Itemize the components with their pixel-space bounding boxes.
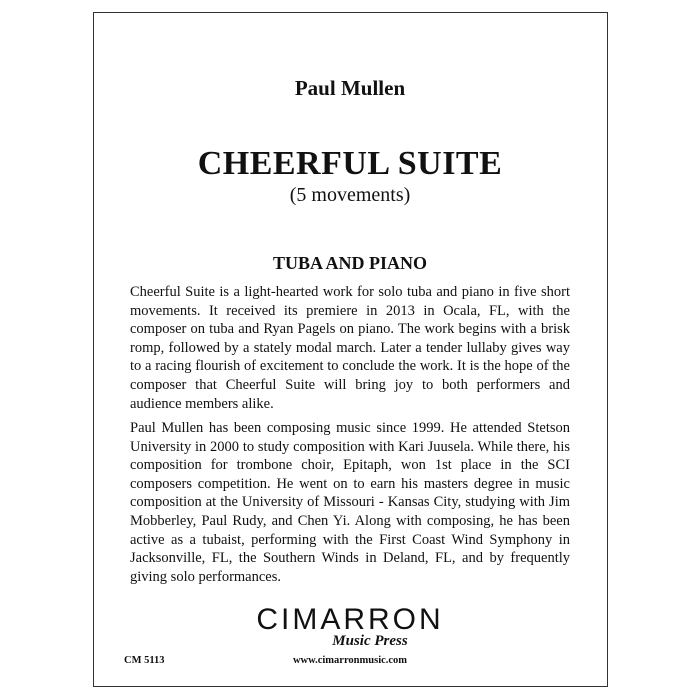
publisher-logo-subtitle: Music Press — [332, 633, 408, 649]
piece-title: CHEERFUL SUITE — [197, 145, 503, 182]
piece-subtitle: (5 movements) — [289, 184, 411, 206]
publisher-logo-name: CIMARRON — [256, 603, 444, 636]
catalog-number: CM 5113 — [124, 655, 165, 666]
instrumentation-heading: TUBA AND PIANO — [272, 253, 428, 273]
composer-name: Paul Mullen — [294, 76, 406, 100]
publisher-logo — [0, 603, 700, 649]
biography-paragraph: Paul Mullen has been composing music since 1999. He attended Stetson University in 2000 to study composition with Kari Juusela. While there, his composition for trombone choir, Epitaph, won 1st place in the SCI composers competition. He went on to earn his masters degree in music composition at the University of Missouri - Kansas City, studying with Jim Mobberley, Paul Rudy, and Chen Yi. Along with composing, he has been active as a tubaist, performing with the First Coast Wind Symphony in Jacksonville, FL, the Southern Winds in Deland, FL, and by frequently giving solo performances. — [130, 420, 570, 585]
publisher-website: www.cimarronmusic.com — [292, 655, 408, 666]
description-paragraph: Cheerful Suite is a light-hearted work for solo tuba and piano in five short movements. It received its premiere in 2013 in Ocala, FL, with the composer on tuba and Ryan Pagels on piano. The work begins with a brisk romp, followed by a stately modal march. Later a tender lullaby gives way to a racing flourish of excitement to conclude the work. It is the hope of the composer that Cheerful Suite will bring joy to both performers and audience members alike. — [130, 284, 570, 412]
